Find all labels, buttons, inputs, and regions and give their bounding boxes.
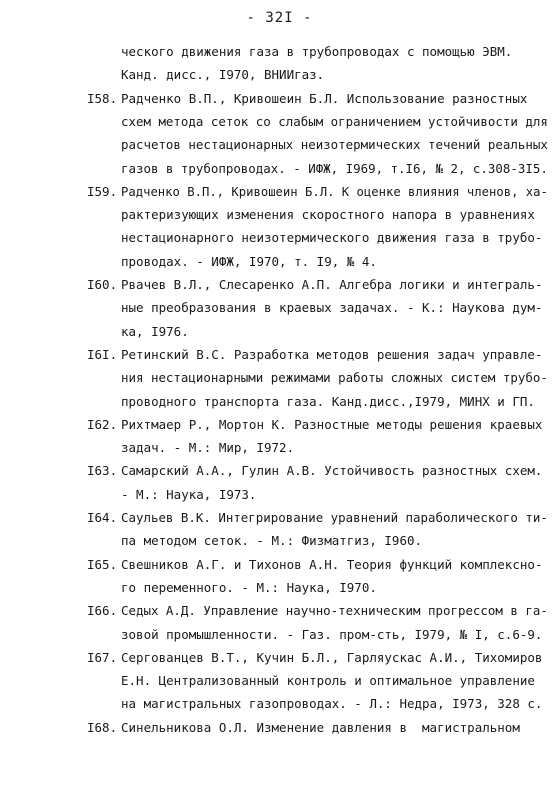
entry-text-line: ческого движения газа в трубопроводах с помощью ЭВМ. xyxy=(121,44,513,59)
entry-text-line: Сергованцев В.Т., Кучин Б.Л., Гарляускас А.И., Тихомиров xyxy=(121,649,543,665)
page-number: - 32I - xyxy=(246,10,313,26)
entry-number: I64. xyxy=(87,510,118,525)
entry-text-line: на магистральных газопроводах. - Л.: Недра, I973, 328 с. xyxy=(121,696,543,712)
entry-number: I68. xyxy=(87,719,118,735)
entry-text-line: Радченко В.П., Кривошеин Б.Л. К оценке влияния членов, ха- xyxy=(121,183,548,199)
entry-text-line: зовой промышленности. - Газ. пром-сть, I979, № I, с.6-9. xyxy=(121,626,543,642)
entry-text-line: Самарский А.А., Гулин А.В. Устойчивость разностных схем. xyxy=(121,463,543,479)
entry-number: I59. xyxy=(87,183,118,199)
entry-text-line: схем метода сеток со слабым ограничением устойчивости для xyxy=(121,113,548,129)
entry-text-line: Е.Н. Централизованный контроль и оптимальное управление xyxy=(121,673,535,689)
entry-text-line: Рихтмаер Р., Мортон К. Разностные методы решения краевых xyxy=(121,416,543,432)
entry-text-line: Ретинский В.С. Разработка методов решения задач управле- xyxy=(121,346,543,362)
entry-text-line: задач. - М.: Мир, I972. xyxy=(121,440,295,456)
entry-text-line: проводах. - ИФЖ, I970, т. I9, № 4. xyxy=(121,253,377,269)
entry-text-line: Саульев В.К. Интегрирование уравнений параболического ти- xyxy=(121,510,548,525)
entry-text-line: Свешников А.Г. и Тихонов А.Н. Теория функций комплексно- xyxy=(121,556,543,572)
entry-text-line: нестационарного неизотермического движения газа в трубо- xyxy=(121,230,543,246)
entry-text-line: Синельникова О.Л. Изменение давления в магистральном xyxy=(121,719,520,735)
entry-text-line: ка, I976. xyxy=(121,323,189,339)
entry-text-line: Радченко В.П., Кривошеин Б.Л. Использование разностных xyxy=(121,90,528,106)
entry-text-line: го переменного. - М.: Наука, I970. xyxy=(121,579,377,595)
entry-text-line: Рвачев В.Л., Слесаренко А.П. Алгебра логики и интеграль- xyxy=(121,277,543,292)
entry-number: I63. xyxy=(87,463,118,479)
entry-text-line: Седых А.Д. Управление научно-техническим прогрессом в га- xyxy=(121,603,548,619)
entry-text-line: ные преобразования в краевых задачах. - К.: Наукова дум- xyxy=(121,300,543,316)
entry-number: I65. xyxy=(87,556,118,572)
entry-text-line: проводного транспорта газа. Канд.дисс.,I979, МИНХ и ГП. xyxy=(121,393,535,409)
entry-text-line: Канд. дисс., I970, ВНИИгаз. xyxy=(121,67,325,83)
entry-text-line: па методом сеток. - М.: Физматгиз, I960. xyxy=(121,533,423,549)
entry-text-line: рактеризующих изменения скоростного напора в уравнениях xyxy=(121,207,535,223)
entry-number: I60. xyxy=(87,277,118,292)
entry-text-line: расчетов нестационарных неизотермических течений реальных xyxy=(121,137,548,153)
entry-text-line: - М.: Наука, I973. xyxy=(121,486,257,502)
entry-number: I58. xyxy=(87,90,118,106)
entry-number: I6I. xyxy=(87,346,118,362)
entry-text-line: газов в трубопроводах. - ИФЖ, I969, т.I6, № 2, с.308-3I5. xyxy=(121,160,548,176)
entry-text-line: ния нестационарными режимами работы сложных систем трубо- xyxy=(121,370,548,386)
entry-number: I67. xyxy=(87,649,118,665)
entry-number: I66. xyxy=(87,603,118,619)
entry-number: I62. xyxy=(87,416,118,432)
